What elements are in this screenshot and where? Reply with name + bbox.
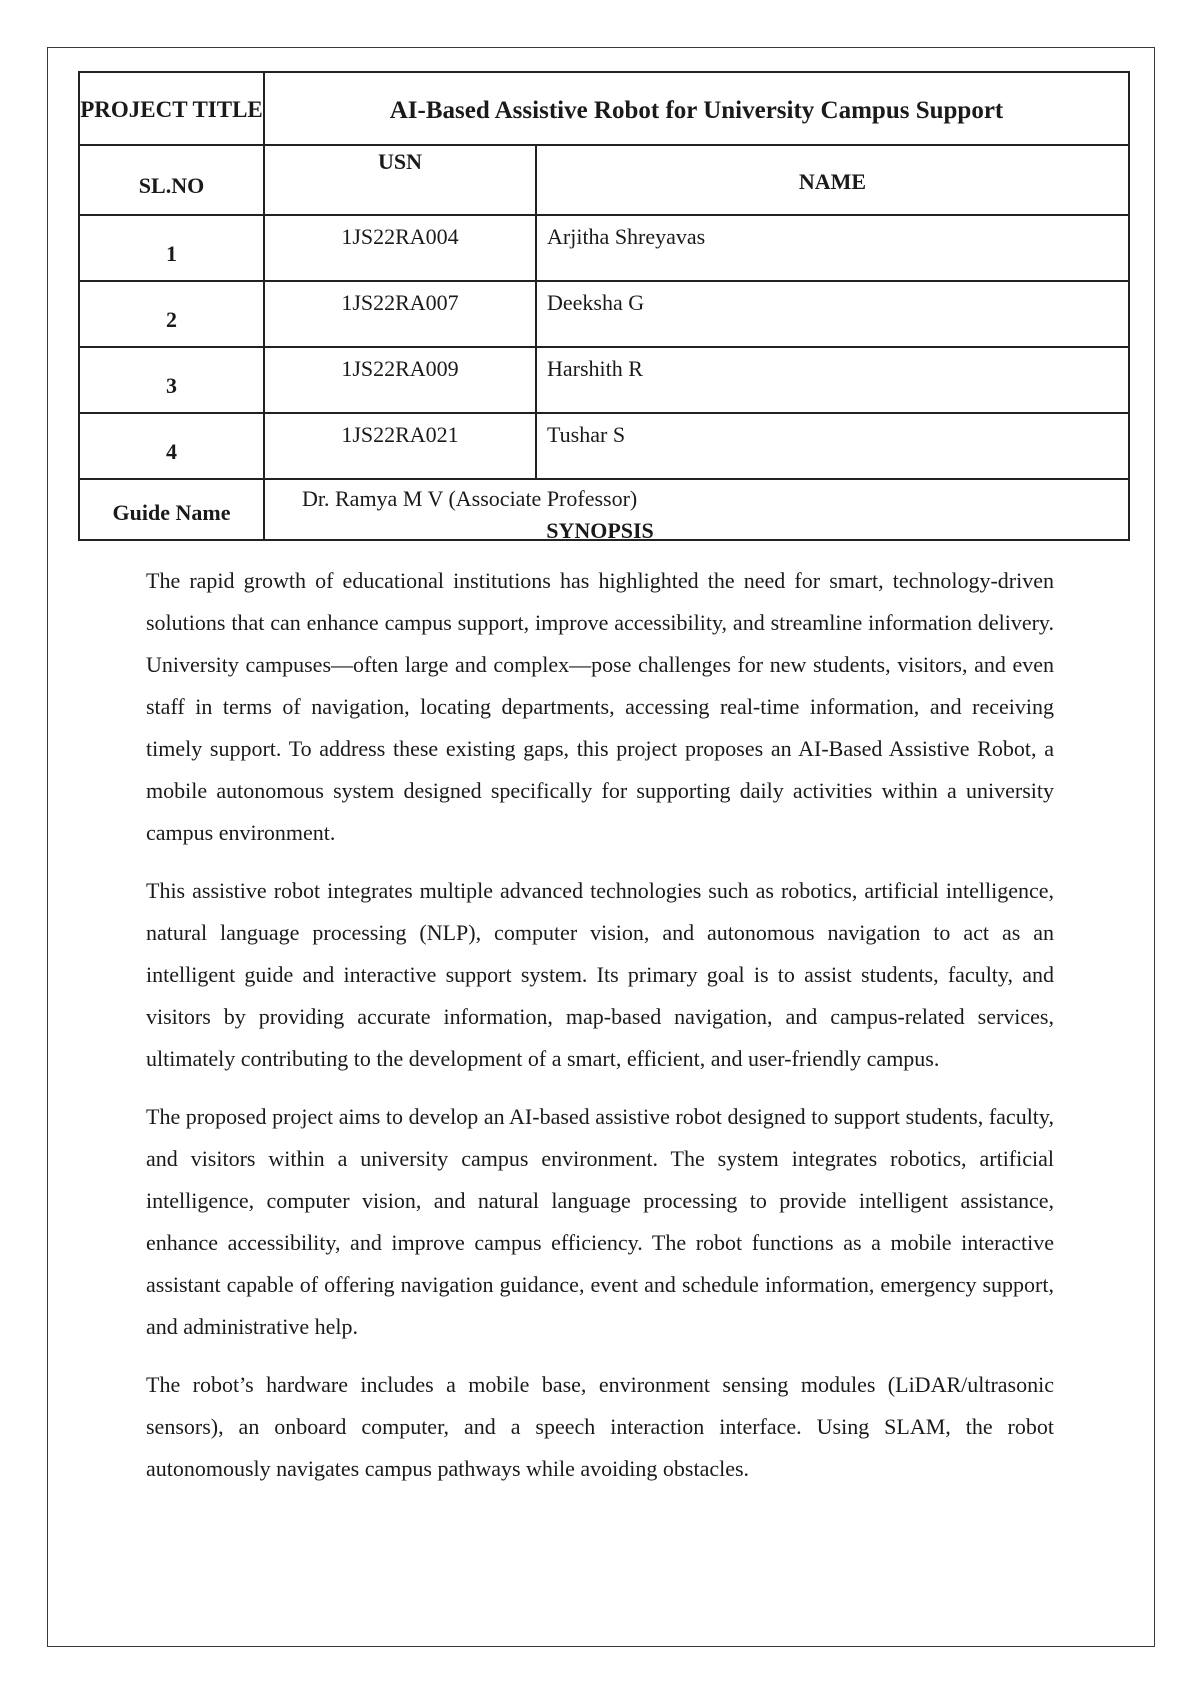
- synopsis-heading: SYNOPSIS: [546, 518, 654, 543]
- synopsis-paragraph: The rapid growth of educational institutions has highlighted the need for smart, technology-driven solutions that can enhance campus support, improve accessibility, and streamline information delivery. University campuses—often large and complex—pose challenges for new students, visitors, and even staff in terms of navigation, locating departments, accessing real-time information, and receiving timely support. To address these existing gaps, this project proposes an AI-Based Assistive Robot, a mobile autonomous system designed specifically for supporting daily activities within a university campus environment.: [146, 568, 1054, 845]
- row-usn: 1JS22RA004: [264, 215, 536, 281]
- title-row: [79, 72, 1129, 145]
- synopsis-paragraph: The proposed project aims to develop an AI-based assistive robot designed to support students, faculty, and visitors within a university campus environment. The system integrates robotics, artificial intelligence, computer vision, and natural language processing to provide intelligent assistance, enhance accessibility, and improve campus efficiency. The robot functions as a mobile interactive assistant capable of offering navigation guidance, event and schedule information, emergency support, and administrative help.: [146, 1104, 1054, 1339]
- header-row: [79, 145, 1129, 215]
- row-name: Tushar S: [536, 413, 1129, 479]
- row-usn: 1JS22RA021: [264, 413, 536, 479]
- name-header: NAME: [536, 145, 1129, 215]
- project-title-label: PROJECT TITLE: [79, 72, 264, 145]
- row-name: Harshith R: [536, 347, 1129, 413]
- row-slno: 3: [79, 347, 264, 413]
- row-name: Deeksha G: [536, 281, 1129, 347]
- usn-header: USN: [264, 145, 536, 215]
- synopsis-body: [146, 560, 1054, 1506]
- guide-name-label: Guide Name: [79, 479, 264, 540]
- table-row: [79, 413, 1129, 479]
- table-row: [79, 281, 1129, 347]
- row-usn: 1JS22RA009: [264, 347, 536, 413]
- synopsis-paragraph: This assistive robot integrates multiple advanced technologies such as robotics, artificial intelligence, natural language processing (NLP), computer vision, and autonomous navigation to act as an intelligent guide and interactive support system. Its primary goal is to assist students, faculty, and visitors by providing accurate information, map-based navigation, and campus-related services, ultimately contributing to the development of a smart, efficient, and user-friendly campus.: [146, 878, 1054, 1071]
- slno-header: SL.NO: [79, 145, 264, 215]
- guide-name-value: Dr. Ramya M V (Associate Professor): [264, 479, 1129, 540]
- row-name: Arjitha Shreyavas: [536, 215, 1129, 281]
- project-info-table: [78, 71, 1130, 541]
- synopsis-paragraph: The robot’s hardware includes a mobile base, environment sensing modules (LiDAR/ultrasonic sensors), an onboard computer, and a speech interaction interface. Using SLAM, the robot autonomously navigates campus pathways while avoiding obstacles.: [146, 1372, 1054, 1481]
- row-slno: 2: [79, 281, 264, 347]
- table-row: [79, 215, 1129, 281]
- row-slno: 4: [79, 413, 264, 479]
- project-title-value: AI-Based Assistive Robot for University Campus Support: [264, 72, 1129, 145]
- table-row: [79, 347, 1129, 413]
- row-usn: 1JS22RA007: [264, 281, 536, 347]
- row-slno: 1: [79, 215, 264, 281]
